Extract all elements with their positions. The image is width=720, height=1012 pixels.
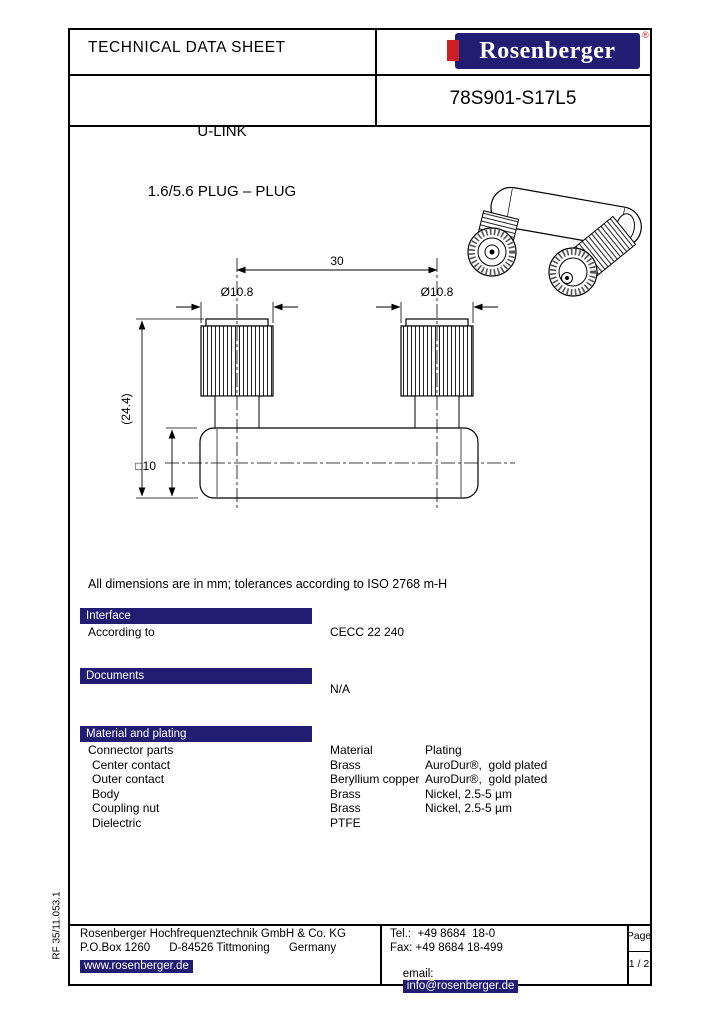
product-line2: 1.6/5.6 PLUG – PLUG — [147, 183, 297, 201]
material-row-plating: Nickel, 2.5-5 µm — [425, 801, 512, 815]
material-row-material: Brass — [330, 787, 361, 801]
iso-plug-left — [468, 228, 516, 276]
interface-value: CECC 22 240 — [330, 625, 405, 639]
footer-divider — [68, 924, 652, 926]
page-title: TECHNICAL DATA SHEET — [88, 39, 286, 56]
footer-vline-1 — [380, 924, 382, 984]
footer-tel: Tel.: +49 8684 18-0 — [390, 928, 496, 940]
iso-plug-right — [549, 248, 597, 296]
section-header-interface: Interface — [80, 608, 312, 624]
logo-text: Rosenberger — [479, 37, 616, 64]
material-row-material: Brass — [330, 801, 361, 815]
product-line1: U-LINK — [197, 122, 247, 140]
page-number: 1 / 2 — [628, 958, 650, 970]
documents-value: N/A — [330, 682, 351, 696]
section-header-material: Material and plating — [80, 726, 312, 742]
dim-height-label: (24.4) — [119, 393, 133, 425]
document-id-label: RF 35/11.053.1 — [51, 891, 63, 960]
dim-diameter-left-label: Ø10.8 — [220, 285, 254, 299]
footer-address: P.O.Box 1260 D-84526 Tittmoning Germany — [80, 942, 337, 954]
dim-diameter-right-label: Ø10.8 — [420, 285, 454, 299]
material-row-plating: Nickel, 2.5-5 µm — [425, 787, 512, 801]
page-label: Page — [626, 930, 652, 942]
material-row-part: Outer contact — [92, 772, 165, 786]
material-row-plating: AuroDur®, gold plated — [425, 758, 548, 772]
dimension-note: All dimensions are in mm; tolerances according to ISO 2768 m-H — [88, 577, 448, 591]
front-view — [200, 319, 478, 498]
dim-square-label: □10 — [135, 459, 156, 473]
material-col-plating: Plating — [425, 743, 462, 757]
technical-drawing — [70, 130, 650, 580]
part-number: 78S901-S17L5 — [449, 88, 577, 109]
material-row-part: Dielectric — [92, 816, 142, 830]
material-row-part: Coupling nut — [92, 801, 160, 815]
material-row-material: Beryllium copper — [330, 772, 420, 786]
page-cell-divider — [627, 951, 650, 952]
material-row-plating: AuroDur®, gold plated — [425, 772, 548, 786]
section-header-documents: Documents — [80, 668, 312, 684]
rosenberger-logo — [455, 33, 640, 69]
header-divider-1 — [68, 74, 652, 76]
dim-width-label: 30 — [330, 254, 344, 268]
footer-email-label: email: — [402, 968, 434, 980]
material-col-material: Material — [330, 743, 373, 757]
material-row-material: Brass — [330, 758, 361, 772]
footer-website-link[interactable]: www.rosenberger.de — [80, 960, 193, 973]
material-row-part: Body — [92, 787, 120, 801]
interface-label: According to — [88, 625, 155, 639]
logo-registered-mark: ® — [642, 30, 649, 40]
material-col-parts: Connector parts — [88, 743, 174, 757]
isometric-view — [468, 184, 644, 296]
logo-flag-icon — [447, 40, 459, 61]
material-row-material: PTFE — [330, 816, 361, 830]
footer-fax: Fax: +49 8684 18-499 — [390, 942, 503, 954]
footer-company: Rosenberger Hochfrequenztechnik GmbH & Co. KG — [80, 928, 346, 940]
material-row-part: Center contact — [92, 758, 171, 772]
footer-email-link[interactable]: info@rosenberger.de — [403, 980, 519, 993]
